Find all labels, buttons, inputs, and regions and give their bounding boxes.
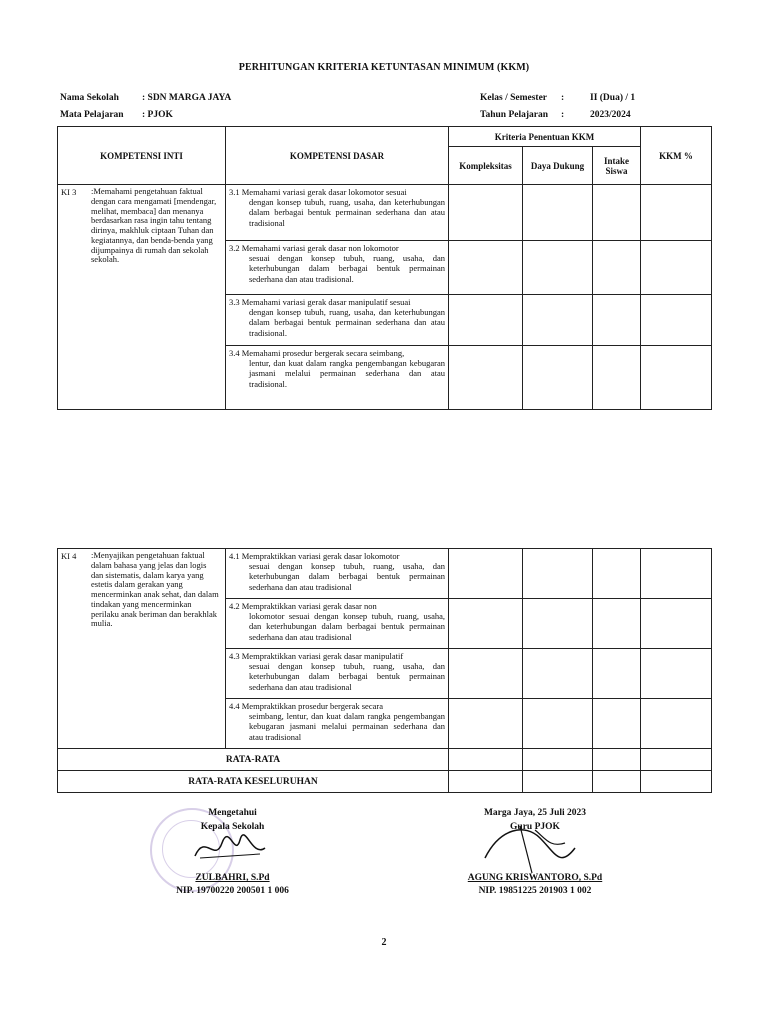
class-value: II (Dua) / 1 xyxy=(590,93,636,103)
cell-support[interactable] xyxy=(523,241,593,295)
kkm-table-ki3 xyxy=(57,126,712,410)
avg-intake[interactable] xyxy=(593,749,641,771)
cell-kkm[interactable] xyxy=(641,699,712,749)
right-line1: Marga Jaya, 25 Juli 2023 xyxy=(483,808,587,818)
school-value: : SDN MARGA JAYA xyxy=(142,93,232,103)
cell-intake[interactable] xyxy=(593,185,641,241)
avg-kkm[interactable] xyxy=(641,749,712,771)
cell-support[interactable] xyxy=(523,549,593,599)
left-line2: Kepala Sekolah xyxy=(200,822,265,832)
kd-4-4: 4.4 Mempraktikkan prosedur bergerak secara seimbang, lentur, dan kuat dalam rangka pengembangan kebugaran jasmani melalui permainan sederhana dan atau tradisional xyxy=(226,699,449,749)
cell-intake[interactable] xyxy=(593,295,641,346)
header-complexity: Kompleksitas xyxy=(449,147,523,185)
teacher-name: AGUNG KRISWANTORO, S.Pd xyxy=(467,873,603,883)
cell-intake[interactable] xyxy=(593,241,641,295)
cell-kkm[interactable] xyxy=(641,599,712,649)
cell-kkm[interactable] xyxy=(641,549,712,599)
ki3-text: :Memahami pengetahuan faktual dengan cara mengamati [mendengar, melihat, membaca] dan menanya berdasarkan rasa ingin tahu tentang dirinya, makhluk ciptaan Tuhan dan kegiatannya, dan benda-benda yang dijumpainya di rumah dan sekolah sekolah. xyxy=(91,186,217,265)
cell-intake[interactable] xyxy=(593,699,641,749)
overall-average-row-label: RATA-RATA KESELURUHAN xyxy=(58,771,449,793)
cell-kkm[interactable] xyxy=(641,649,712,699)
cell-intake[interactable] xyxy=(593,346,641,410)
cell-complexity[interactable] xyxy=(449,295,523,346)
header-ki: KOMPETENSI INTI xyxy=(58,127,226,185)
principal-name: ZULBAHRI, S.Pd xyxy=(195,873,270,883)
cell-kkm[interactable] xyxy=(641,241,712,295)
cell-complexity[interactable] xyxy=(449,346,523,410)
cell-intake[interactable] xyxy=(593,649,641,699)
kd-3-4: 3.4 Memahami prosedur bergerak secara seimbang, lentur, dan kuat dalam rangka pengembangan kebugaran jasmani melalui permainan sederhana dan atau tradisional. xyxy=(226,346,449,410)
cell-kkm[interactable] xyxy=(641,346,712,410)
year-value: 2023/2024 xyxy=(590,110,631,120)
principal-signature-icon xyxy=(190,828,270,868)
header-kd: KOMPETENSI DASAR xyxy=(226,127,449,185)
right-line2: Guru PJOK xyxy=(510,822,560,832)
kd-3-2: 3.2 Memahami variasi gerak dasar non lokomotor sesuai dengan konsep tubuh, ruang, usaha, dan keterhubungan dalam berbagai bentuk permainan sederhana dan atau tradisional. xyxy=(226,241,449,295)
left-line1: Mengetahui xyxy=(208,808,257,818)
cell-support[interactable] xyxy=(523,185,593,241)
ki4-cell xyxy=(58,549,226,749)
cell-complexity[interactable] xyxy=(449,241,523,295)
ki3-code: KI 3 xyxy=(61,187,77,197)
kd-4-3: 4.3 Mempraktikkan variasi gerak dasar manipulatif sesuai dengan konsep tubuh, ruang, usaha, dan keterhubungan dalam berbagai bentuk permainan sederhana dan atau tradisional xyxy=(226,649,449,699)
cell-support[interactable] xyxy=(523,699,593,749)
year-sep: : xyxy=(561,110,565,120)
cell-complexity[interactable] xyxy=(449,699,523,749)
avg-complexity[interactable] xyxy=(449,749,523,771)
cell-complexity[interactable] xyxy=(449,599,523,649)
document-title: PERHITUNGAN KRITERIA KETUNTASAN MINIMUM (KKM) xyxy=(238,62,530,73)
kd-4-1: 4.1 Mempraktikkan variasi gerak dasar lokomotor sesuai dengan konsep tubuh, ruang, usaha, dan keterhubungan dalam berbagai bentuk permainan sederhana dan atau tradisional xyxy=(226,549,449,599)
class-label: Kelas / Semester xyxy=(480,93,548,103)
ki4-code: KI 4 xyxy=(61,551,77,561)
teacher-nip: NIP. 19851225 201903 1 002 xyxy=(478,886,592,896)
cell-support[interactable] xyxy=(523,346,593,410)
ki3-cell xyxy=(58,185,226,410)
subject-label: Mata Pelajaran xyxy=(60,110,124,120)
school-label: Nama Sekolah xyxy=(60,93,119,103)
page-number: 2 xyxy=(381,937,387,948)
cell-complexity[interactable] xyxy=(449,549,523,599)
ki4-text: :Menyajikan pengetahuan faktual dalam bahasa yang jelas dan logis dan sistematis, dalam karya yang estetis dalam gerakan yang mencerminkan anak sehat, dan dalam tindakan yang mencerminkan perilaku anak beriman dan berakhlak mulia. xyxy=(91,550,219,629)
header-criteria: Kriteria Penentuan KKM xyxy=(449,127,641,147)
kd-3-3: 3.3 Memahami variasi gerak dasar manipulatif sesuai dengan konsep tubuh, ruang, usaha, dan keterhubungan dalam berbagai bentuk permainan sederhana dan atau tradisional. xyxy=(226,295,449,346)
cell-support[interactable] xyxy=(523,649,593,699)
cell-support[interactable] xyxy=(523,295,593,346)
header-kkm: KKM % xyxy=(641,127,712,185)
header-intake: Intake Siswa xyxy=(593,147,641,185)
header-support: Daya Dukung xyxy=(523,147,593,185)
kd-3-1: 3.1 Memahami variasi gerak dasar lokomotor sesuai dengan konsep tubuh, ruang, usaha, dan keterhubungan dalam berbagai bentuk permainan sederhana dan atau tradisional xyxy=(226,185,449,241)
kkm-table-ki4 xyxy=(57,548,712,793)
cell-complexity[interactable] xyxy=(449,185,523,241)
overall-kkm[interactable] xyxy=(641,771,712,793)
cell-support[interactable] xyxy=(523,599,593,649)
cell-intake[interactable] xyxy=(593,549,641,599)
overall-support[interactable] xyxy=(523,771,593,793)
avg-support[interactable] xyxy=(523,749,593,771)
principal-nip: NIP. 19700220 200501 1 006 xyxy=(176,886,289,896)
cell-complexity[interactable] xyxy=(449,649,523,699)
overall-complexity[interactable] xyxy=(449,771,523,793)
cell-intake[interactable] xyxy=(593,599,641,649)
cell-kkm[interactable] xyxy=(641,185,712,241)
average-row-label: RATA-RATA xyxy=(58,749,449,771)
kd-4-2: 4.2 Mempraktikkan variasi gerak dasar non lokomotor sesuai dengan konsep tubuh, ruang, usaha, dan keterhubungan dalam berbagai bentuk permainan sederhana dan atau tradisional xyxy=(226,599,449,649)
year-label: Tahun Pelajaran xyxy=(480,110,549,120)
overall-intake[interactable] xyxy=(593,771,641,793)
cell-kkm[interactable] xyxy=(641,295,712,346)
subject-value: : PJOK xyxy=(142,110,173,120)
class-sep: : xyxy=(561,93,565,103)
